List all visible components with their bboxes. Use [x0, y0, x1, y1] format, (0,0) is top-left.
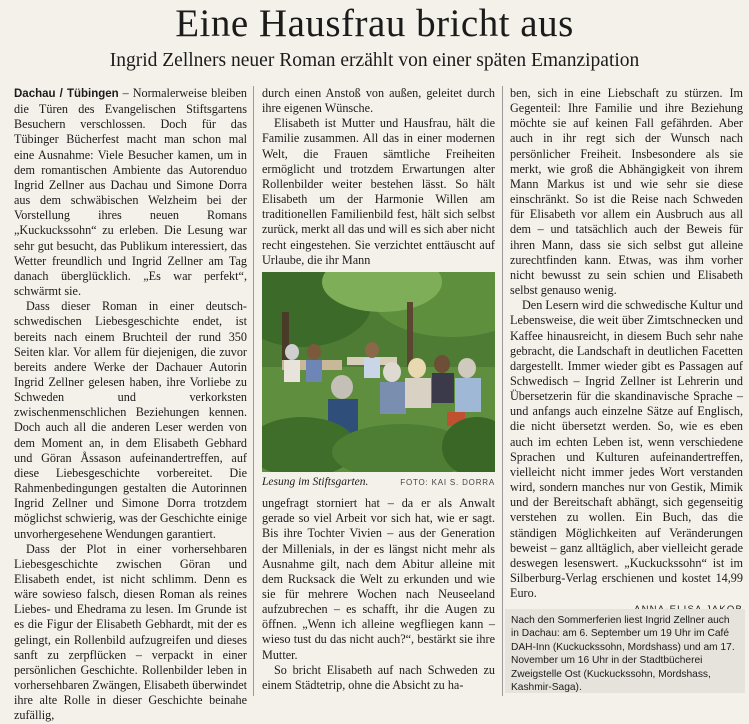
article-paragraph: Den Lesern wird die schwedische Kultur und Lebensweise, die weit über Zimtschnecken und Kaffee hinausreicht, in diesem Buch sehr nahe gebracht, die Landschaft in deutlichen Facetten dargestellt. Immer wieder gibt es Passagen auf Schwedisch – Ingrid Zellner ist Lehrerin und Übersetzerin für die skandinavische Sprache – und anfangs auch einzelne Sätze auf Englisch, die nicht übersetzt werden. So, wie es eben auch im echten Leben ist, wenn verschiedene Sprachen und Kulturen aufeinandertreffen, vielleicht nicht immer jedes Wort verstanden wird, sondern manches nur von Gestik, Mimik und der Bereitschaft abhängt, sich gegenseitig verstehen zu wollen. Ein Buch, das die ständigen Möglichkeiten auf Veränderungen beweist – ganz alltäglich, aber vielleicht gerade deswegen lesenswert. „Kuckuckssohn“ ist im Silberburg-Verlag erschienen und kostet 14,99 Euro. [510, 298, 743, 601]
photo-credit: FOTO: KAI S. DORRA [400, 477, 495, 487]
article-paragraph: ungefragt storniert hat – da er als Anwalt gerade so viel Arbeit vor sich hat, wie er sagt. Bis ihre Tochter Vivien – aus der Generation der Millenials, in der es längst nicht mehr als Ausnahme gilt, nach dem Abitur alleine mit dem Rucksack die Welt zu erkunden und wie sie für mehrere Wochen nach Neuseeland aufzubrechen – es schafft, ihr die Augen zu öffnen. „Wenn ich alleine wegfliegen kann – wieso tust du das nicht auch?“, bestärkt sie ihre Mutter. [262, 496, 495, 662]
column-divider-2 [502, 86, 503, 696]
article-paragraph: Dachau / Tübingen – Normalerweise bleiben die Türen des Evangelischen Stiftsgartens Besuchern verschlossen. Doch für das Tübinger Bücherfest macht man schon mal eine Ausnahme: Viele Besucher kamen, um in dem romantischen Ambiente das Autorenduo Ingrid Zellner aus Dachau und Simone Dorra aus dem schwäbischen Welzheim bei der Vorstellung ihres neuen Romans „Kuckuckssohn“ zu erleben. Die Lesung war sehr gut besucht, das Publikum interessiert, das Wetter freundlich und Ingrid Zellner am Tag danach überglücklich. „Es war perfekt“, schwärmt sie. [14, 86, 247, 299]
event-infobox: Nach den Sommerferien liest Ingrid Zellner auch in Dachau: am 6. September um 19 Uhr im Café DAH-Inn (Kuckuckssohn, Mordshass) und am 17. November um 16 Uhr in der Stadtbücherei Zweigstelle Ost (Kuckuckssohn, Mordshass, Kashmir-Saga). [505, 609, 745, 693]
dateline: Dachau / Tübingen [14, 88, 119, 100]
article-paragraph: ben, sich in eine Liebschaft zu stürzen. Im Gegenteil: Ihre Familie und ihre Beziehung möchte sie auf keinen Fall gefährden. Aber auch in ihr regt sich der Wunsch nach persönlicher Freiheit. Insbesondere als sie merkt, wie groß die Abhängigkeit von ihrem Mann Markus ist und wie sehr sie diese einschränkt. So ist die Reise nach Schweden für Elisabeth vor allem ein Ausbruch aus all dem – und tatsächlich auch der Beweis für ihren Mann, dass sie sich selbst gut alleine zurechtfinden kann. Etwas, was ihm vorher nicht bewusst zu sein schien und Elisabeth selbst genauso wenig. [510, 86, 743, 298]
column-divider-1 [253, 86, 254, 696]
headline: Eine Hausfrau bricht aus [175, 2, 574, 45]
article-paragraph: durch einen Anstoß von außen, geleitet durch ihre eigenen Wünsche. [262, 86, 495, 116]
caption-text: Lesung im Stiftsgarten. [262, 475, 369, 488]
subheadline: Ingrid Zellners neuer Roman erzählt von einer späten Emanzipation [109, 50, 640, 71]
article-column-1 [14, 86, 247, 724]
article-paragraph: Elisabeth ist Mutter und Hausfrau, hält die Familie zusammen. All das in einer modernen Welt, die Frauen sämtliche Freiheiten ermöglicht und trotzdem Erwartungen alter Rollenbilder weiter bestehen lässt. So hält Elisabeth um der Harmonie Willen am traditionellen Familienbild fest, hält sich selbst zurück, merkt all das und will es sich aber nicht recht eingestehen. Sie verzichtet enttäuscht auf Urlaube, die ihr Mann [262, 116, 495, 267]
article-paragraph: Dass dieser Roman in einer deutsch-schwedischen Liebesgeschichte endet, ist bereits nach einem Bruchteil der rund 350 Seiten klar. Vor allem für diejenigen, die zuvor bereits andere Werke der Dachauer Autorin Ingrid Zellner gelesen haben, ihre Vorliebe zu Schweden und verkorksten zwischenmenschlichen Beziehungen kennen. Doch auch all die anderen Leser werden von dem Moment an, in dem Elisabeth Gebhard und Göran Åssason aufeinandertreffen, auf diese Liebesgeschichte vorbereitet. Die Rahmenbedingungen gestalten die Autorinnen Ingrid Zellner und Simone Dorra trotzdem möglichst schwierig, was der Geschichte einige unvorhergesehene Wendungen garantiert. [14, 299, 247, 541]
article-column-2 [262, 86, 495, 693]
reading-photo [262, 272, 495, 472]
photo-caption [262, 475, 495, 490]
article-paragraph: Dass der Plot in einer vorhersehbaren Liebesgeschichte zwischen Göran und Elisabeth endet, ist nicht schlimm. Denn es wäre sowieso falsch, diesen Roman als reines Liebes- und Ehedrama zu lesen. Im Grunde ist es die Figur der Elisabeth Gebhardt, mit der es gelingt, ein Rollenbild aufzugreifen und dieses sanft zu zerpflücken – verpackt in einer persönlichen Geschichte. Rollenbilder leben in vorhersehbaren Zwängen, Elisabeth überwindet ihre alte Rolle in dieser Geschichte beinahe zufällig, [14, 541, 247, 723]
article-column-3 [510, 86, 743, 617]
article-paragraph: So bricht Elisabeth auf nach Schweden zu einem Städtetrip, ohne die Absicht zu ha- [262, 662, 495, 692]
